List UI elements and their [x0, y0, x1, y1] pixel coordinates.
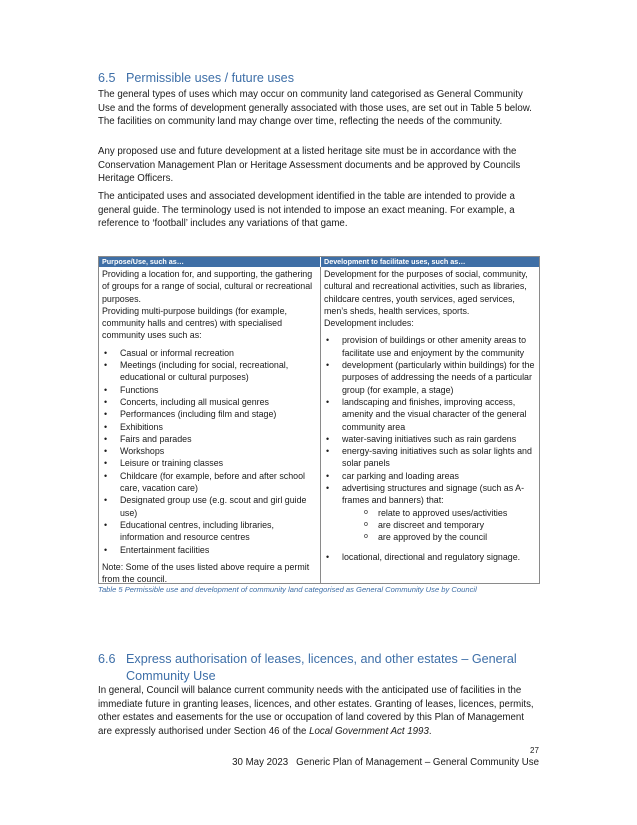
- development-sub-list: [324, 507, 536, 544]
- paragraph-3: The anticipated uses and associated development identified in the table are intended to provide a general guide. The terminology used is not intended to impose an exact meaning. For example, a reference to ‘football’ includes any variations of that game.: [98, 191, 515, 230]
- table-cell-purpose: [99, 267, 321, 583]
- list-item: o are discreet and temporary: [324, 519, 536, 531]
- table-header-purpose: Purpose/Use, such as…: [99, 257, 321, 267]
- paragraph-2: Any proposed use and future development at a listed heritage site must be in accordance with the Conservation Management Plan or Heritage Assessment documents and be approved by Councils Heritage Officers.: [98, 146, 521, 185]
- footer-title: Generic Plan of Management – General Community Use: [296, 757, 539, 768]
- list-item: o are approved by the council: [324, 531, 536, 543]
- purpose-note: Note: Some of the uses listed above require a permit from the council.: [102, 561, 310, 585]
- list-item: • Leisure or training classes: [102, 457, 317, 469]
- list-item: • landscaping and finishes, improving access, amenity and the visual character of the general community area: [324, 396, 536, 433]
- development-includes: Development includes:: [324, 318, 414, 329]
- purpose-intro-1: Providing a location for, and supporting, the gathering of groups for a range of social, cultural or recreational purposes.: [102, 269, 313, 304]
- list-item: o relate to approved uses/activities: [324, 507, 536, 519]
- list-item: • Workshops: [102, 445, 317, 457]
- list-item: • car parking and loading areas: [324, 470, 536, 482]
- list-item: • Functions: [102, 384, 317, 396]
- list-item: • locational, directional and regulatory signage.: [324, 551, 536, 563]
- list-item: • water-saving initiatives such as rain gardens: [324, 433, 536, 445]
- page-footer: [232, 757, 539, 768]
- paragraph-leases: In general, Council will balance current community needs with the anticipated use of facilities in the immediate future in granting leases, licences, and other estates. Granting of leases, licences, permits, other estates and easements for the use or occupation of land covered by this Plan of Management are expressly authorised under Section 46 of the Local Government Act 1993.: [98, 685, 534, 737]
- list-item: • Fairs and parades: [102, 433, 317, 445]
- list-item: • Casual or informal recreation: [102, 347, 317, 359]
- list-item: • Childcare (for example, before and after school care, vacation care): [102, 470, 317, 495]
- list-item: • Designated group use (e.g. scout and girl guide use): [102, 494, 317, 519]
- development-intro: Development for the purposes of social, community, cultural and recreational activities, such as libraries, childcare centres, youth services, aged services, men’s sheds, health services, sports.: [324, 269, 528, 316]
- act-name: Local Government Act 1993: [309, 725, 429, 737]
- development-list-last: [324, 551, 536, 563]
- list-item: • Educational centres, including libraries, information and resource centres: [102, 519, 317, 544]
- section-heading-6-6: 6.6 Express authorisation of leases, licences, and other estates – General Community Use: [98, 652, 517, 683]
- list-item: • Exhibitions: [102, 421, 317, 433]
- list-item: • Entertainment facilities: [102, 544, 317, 556]
- table-caption: Table 5 Permissible use and development of community land categorised as General Community Use by Council: [98, 585, 477, 594]
- list-item: • energy-saving initiatives such as solar lights and solar panels: [324, 445, 536, 470]
- purpose-list: [102, 347, 317, 556]
- section-heading-6-5: 6.5 Permissible uses / future uses: [98, 71, 294, 85]
- list-item: • development (particularly within buildings) for the purposes of addressing the needs of a particular group (for example, a stage): [324, 359, 536, 396]
- page-number: 27: [530, 746, 539, 755]
- table-header-row: [99, 257, 539, 267]
- table-body-row: [99, 267, 539, 583]
- table-cell-development: [321, 267, 539, 583]
- development-list: [324, 334, 536, 506]
- permissible-uses-table: [98, 256, 540, 584]
- paragraph-1: The general types of uses which may occur on community land categorised as General Community Use and the forms of development generally associated with those uses, are set out in Table 5 below. The facilities on community land may change over time, reflecting the needs of the community.: [98, 89, 532, 128]
- footer-date: 30 May 2023: [232, 757, 289, 768]
- list-item: • Concerts, including all musical genres: [102, 396, 317, 408]
- list-item: • provision of buildings or other amenity areas to facilitate use and enjoyment by the community: [324, 334, 536, 359]
- list-item: • Meetings (including for social, recreational, educational or cultural purposes): [102, 359, 317, 384]
- list-item: • Performances (including film and stage): [102, 408, 317, 420]
- list-item: • advertising structures and signage (such as A-frames and banners) that:: [324, 482, 536, 507]
- purpose-intro-2: Providing multi-purpose buildings (for example, community halls and centres) with specialised community uses such as:: [102, 305, 287, 341]
- table-header-development: Development to facilitate uses, such as…: [321, 257, 539, 267]
